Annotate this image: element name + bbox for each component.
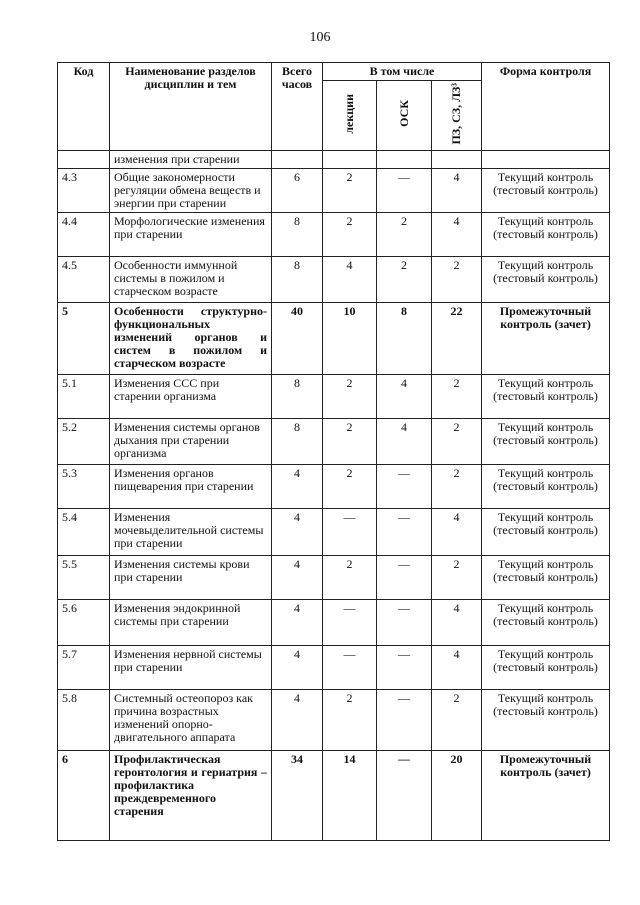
- table-row: [58, 599, 610, 645]
- row-osk: 4: [377, 418, 432, 464]
- row-code: 5.2: [58, 418, 110, 464]
- row-total: 40: [272, 302, 323, 374]
- row-code: 5.7: [58, 645, 110, 689]
- row-osk: —: [377, 599, 432, 645]
- row-osk: —: [377, 750, 432, 840]
- row-total: 8: [272, 418, 323, 464]
- header-pz-cell: [432, 81, 482, 151]
- row-code: 5.1: [58, 374, 110, 418]
- row-code: 5.5: [58, 555, 110, 599]
- table-row: [58, 645, 610, 689]
- continuation-name: изменения при старении: [110, 150, 272, 168]
- row-total: 4: [272, 508, 323, 555]
- row-form: Текущий контроль (тестовый контроль): [482, 464, 610, 508]
- row-name: Морфологические изменения при старении: [110, 212, 272, 256]
- row-form: Текущий контроль (тестовый контроль): [482, 689, 610, 750]
- table-row: [58, 464, 610, 508]
- table-row: [58, 168, 610, 212]
- row-form: Текущий контроль (тестовый контроль): [482, 508, 610, 555]
- continuation-row: [58, 150, 610, 168]
- row-name: Общие закономерности регуляции обмена веществ и энергии при старении: [110, 168, 272, 212]
- row-name: Особенности структурно-функциональных изменений органов и систем в пожилом и старческом возрасте: [110, 302, 272, 374]
- row-name: Системный остеопороз как причина возрастных изменений опорно-двигательного аппарата: [110, 689, 272, 750]
- row-osk: —: [377, 689, 432, 750]
- row-name: Профилактическая геронтология и гериатрия – профилактика преждевременного старения: [110, 750, 272, 840]
- row-total: 8: [272, 212, 323, 256]
- row-name: Изменения системы органов дыхания при старении организма: [110, 418, 272, 464]
- row-lectures: 2: [323, 418, 377, 464]
- row-code: 6: [58, 750, 110, 840]
- row-pz: 2: [432, 464, 482, 508]
- row-name: Изменения ССС при старении организма: [110, 374, 272, 418]
- table-row: [58, 750, 610, 840]
- row-pz: 2: [432, 256, 482, 302]
- table-row: [58, 302, 610, 374]
- row-form: Текущий контроль (тестовый контроль): [482, 212, 610, 256]
- row-name: Изменения мочевыделительной системы при старении: [110, 508, 272, 555]
- table-row: [58, 689, 610, 750]
- row-lectures: 2: [323, 555, 377, 599]
- row-total: 8: [272, 256, 323, 302]
- header-lectures-cell: [323, 81, 377, 151]
- header-name: Наименование разделов дисциплин и тем: [110, 63, 272, 151]
- row-lectures: —: [323, 599, 377, 645]
- table-row: [58, 256, 610, 302]
- header-including: В том числе: [323, 63, 482, 81]
- row-pz: 2: [432, 689, 482, 750]
- row-pz: 4: [432, 645, 482, 689]
- row-total: 4: [272, 645, 323, 689]
- row-lectures: 14: [323, 750, 377, 840]
- header-total: Всего часов: [272, 63, 323, 151]
- row-total: 4: [272, 599, 323, 645]
- page-number: 106: [309, 30, 331, 45]
- row-pz: 22: [432, 302, 482, 374]
- table-row: [58, 555, 610, 599]
- row-form: Промежуточный контроль (зачет): [482, 750, 610, 840]
- row-name: Изменения эндокринной системы при старении: [110, 599, 272, 645]
- row-total: 4: [272, 689, 323, 750]
- row-osk: 2: [377, 256, 432, 302]
- row-total: 8: [272, 374, 323, 418]
- row-code: 5.4: [58, 508, 110, 555]
- row-osk: —: [377, 168, 432, 212]
- row-form: Текущий контроль (тестовый контроль): [482, 168, 610, 212]
- row-osk: —: [377, 555, 432, 599]
- row-pz: 4: [432, 212, 482, 256]
- row-form: Текущий контроль (тестовый контроль): [482, 256, 610, 302]
- header-osk: ОСК: [396, 100, 411, 128]
- header-code: Код: [58, 63, 110, 151]
- row-code: 4.3: [58, 168, 110, 212]
- row-osk: 8: [377, 302, 432, 374]
- row-lectures: 2: [323, 464, 377, 508]
- row-name: Особенности иммунной системы в пожилом и старческом возрасте: [110, 256, 272, 302]
- table-row: [58, 212, 610, 256]
- row-code: 5.8: [58, 689, 110, 750]
- row-pz: 20: [432, 750, 482, 840]
- row-osk: 2: [377, 212, 432, 256]
- row-name: Изменения органов пищеварения при старении: [110, 464, 272, 508]
- row-osk: —: [377, 645, 432, 689]
- row-name: Изменения нервной системы при старении: [110, 645, 272, 689]
- header-pz: ПЗ, СЗ, ЛЗ³: [449, 83, 464, 145]
- row-total: 4: [272, 464, 323, 508]
- row-lectures: 2: [323, 212, 377, 256]
- row-name: Изменения системы крови при старении: [110, 555, 272, 599]
- row-code: 5.6: [58, 599, 110, 645]
- row-pz: 2: [432, 374, 482, 418]
- table-row: [58, 374, 610, 418]
- curriculum-table: [57, 62, 610, 841]
- row-lectures: 2: [323, 689, 377, 750]
- row-pz: 2: [432, 418, 482, 464]
- row-pz: 4: [432, 508, 482, 555]
- row-lectures: 2: [323, 168, 377, 212]
- header-osk-cell: [377, 81, 432, 151]
- row-lectures: 10: [323, 302, 377, 374]
- row-form: Текущий контроль (тестовый контроль): [482, 599, 610, 645]
- row-code: 5.3: [58, 464, 110, 508]
- row-code: 4.5: [58, 256, 110, 302]
- continuation-code: [58, 150, 110, 168]
- row-pz: 4: [432, 599, 482, 645]
- row-osk: —: [377, 508, 432, 555]
- row-osk: 4: [377, 374, 432, 418]
- row-form: Текущий контроль (тестовый контроль): [482, 645, 610, 689]
- row-lectures: —: [323, 508, 377, 555]
- table-row: [58, 508, 610, 555]
- row-code: 4.4: [58, 212, 110, 256]
- table-row: [58, 418, 610, 464]
- row-code: 5: [58, 302, 110, 374]
- row-osk: —: [377, 464, 432, 508]
- row-total: 4: [272, 555, 323, 599]
- header-lectures: лекции: [342, 93, 356, 134]
- header-form: Форма контроля: [482, 63, 610, 151]
- row-lectures: 4: [323, 256, 377, 302]
- row-lectures: 2: [323, 374, 377, 418]
- row-form: Текущий контроль (тестовый контроль): [482, 418, 610, 464]
- row-pz: 2: [432, 555, 482, 599]
- row-lectures: —: [323, 645, 377, 689]
- row-total: 34: [272, 750, 323, 840]
- row-total: 6: [272, 168, 323, 212]
- row-form: Текущий контроль (тестовый контроль): [482, 374, 610, 418]
- row-form: Промежуточный контроль (зачет): [482, 302, 610, 374]
- row-pz: 4: [432, 168, 482, 212]
- row-form: Текущий контроль (тестовый контроль): [482, 555, 610, 599]
